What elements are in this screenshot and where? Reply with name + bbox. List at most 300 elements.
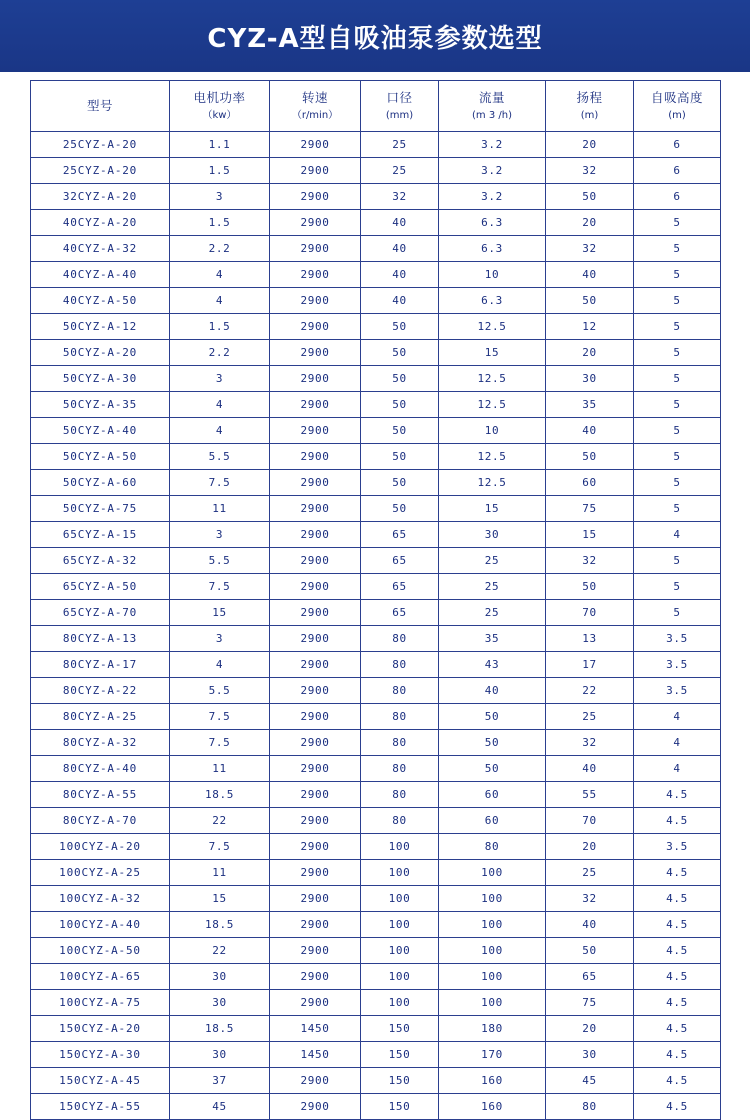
column-header-speed-label: 转速 xyxy=(301,89,328,105)
cell-model: 50CYZ-A-40 xyxy=(31,418,170,444)
column-header-model xyxy=(31,81,170,132)
cell-value: 50 xyxy=(546,938,634,964)
cell-value: 30 xyxy=(546,1042,634,1068)
cell-value: 6 xyxy=(634,132,721,158)
cell-value: 25 xyxy=(439,600,546,626)
cell-model: 40CYZ-A-40 xyxy=(31,262,170,288)
cell-value: 1450 xyxy=(270,1016,361,1042)
cell-model: 100CYZ-A-32 xyxy=(31,886,170,912)
table-header-row xyxy=(31,81,721,132)
table-row xyxy=(31,392,721,418)
cell-value: 40 xyxy=(546,756,634,782)
table-row xyxy=(31,808,721,834)
cell-value: 22 xyxy=(546,678,634,704)
cell-value: 150 xyxy=(361,1094,439,1120)
cell-value: 5 xyxy=(634,236,721,262)
cell-model: 40CYZ-A-50 xyxy=(31,288,170,314)
cell-value: 40 xyxy=(546,912,634,938)
cell-value: 50 xyxy=(546,574,634,600)
cell-value: 55 xyxy=(546,782,634,808)
table-row xyxy=(31,782,721,808)
cell-value: 4.5 xyxy=(634,1094,721,1120)
cell-value: 5.5 xyxy=(170,444,270,470)
cell-value: 180 xyxy=(439,1016,546,1042)
cell-value: 100 xyxy=(361,834,439,860)
cell-value: 32 xyxy=(546,886,634,912)
cell-model: 50CYZ-A-75 xyxy=(31,496,170,522)
cell-value: 50 xyxy=(361,418,439,444)
cell-value: 5 xyxy=(634,470,721,496)
cell-value: 4.5 xyxy=(634,886,721,912)
cell-value: 2900 xyxy=(270,132,361,158)
cell-value: 2900 xyxy=(270,418,361,444)
cell-value: 50 xyxy=(361,470,439,496)
cell-value: 2900 xyxy=(270,236,361,262)
table-row xyxy=(31,548,721,574)
cell-value: 2900 xyxy=(270,1068,361,1094)
cell-value: 50 xyxy=(361,366,439,392)
table-row xyxy=(31,990,721,1016)
cell-value: 50 xyxy=(439,756,546,782)
cell-value: 2900 xyxy=(270,990,361,1016)
cell-value: 40 xyxy=(361,236,439,262)
table-row xyxy=(31,912,721,938)
cell-value: 45 xyxy=(170,1094,270,1120)
cell-value: 2900 xyxy=(270,366,361,392)
cell-value: 100 xyxy=(361,860,439,886)
cell-value: 4.5 xyxy=(634,782,721,808)
cell-value: 3.5 xyxy=(634,626,721,652)
cell-value: 50 xyxy=(439,704,546,730)
cell-value: 160 xyxy=(439,1068,546,1094)
cell-value: 6.3 xyxy=(439,210,546,236)
cell-value: 65 xyxy=(361,574,439,600)
cell-value: 2900 xyxy=(270,652,361,678)
cell-value: 50 xyxy=(546,184,634,210)
cell-model: 50CYZ-A-50 xyxy=(31,444,170,470)
cell-value: 50 xyxy=(361,314,439,340)
cell-value: 2.2 xyxy=(170,340,270,366)
table-row xyxy=(31,1042,721,1068)
cell-model: 50CYZ-A-12 xyxy=(31,314,170,340)
cell-value: 2900 xyxy=(270,886,361,912)
cell-value: 5 xyxy=(634,262,721,288)
cell-value: 5 xyxy=(634,340,721,366)
cell-value: 50 xyxy=(361,340,439,366)
cell-value: 2900 xyxy=(270,444,361,470)
cell-value: 80 xyxy=(361,652,439,678)
cell-value: 3 xyxy=(170,626,270,652)
cell-value: 18.5 xyxy=(170,782,270,808)
cell-value: 2900 xyxy=(270,626,361,652)
column-header-bore-label: 口径 xyxy=(386,89,413,105)
cell-value: 3 xyxy=(170,522,270,548)
column-header-motor-power-label: 电机功率 xyxy=(193,89,246,105)
cell-value: 2.2 xyxy=(170,236,270,262)
cell-value: 20 xyxy=(546,132,634,158)
cell-value: 3.2 xyxy=(439,132,546,158)
cell-value: 100 xyxy=(439,964,546,990)
cell-value: 3 xyxy=(170,184,270,210)
cell-value: 65 xyxy=(546,964,634,990)
table-row xyxy=(31,288,721,314)
cell-value: 2900 xyxy=(270,184,361,210)
column-header-bore xyxy=(361,81,439,132)
cell-value: 20 xyxy=(546,210,634,236)
cell-value: 80 xyxy=(439,834,546,860)
cell-value: 6 xyxy=(634,184,721,210)
cell-value: 11 xyxy=(170,756,270,782)
cell-value: 5 xyxy=(634,496,721,522)
cell-value: 13 xyxy=(546,626,634,652)
cell-model: 80CYZ-A-17 xyxy=(31,652,170,678)
cell-model: 32CYZ-A-20 xyxy=(31,184,170,210)
cell-value: 5 xyxy=(634,392,721,418)
cell-value: 5 xyxy=(634,548,721,574)
cell-value: 22 xyxy=(170,938,270,964)
cell-value: 25 xyxy=(439,574,546,600)
cell-model: 40CYZ-A-20 xyxy=(31,210,170,236)
cell-value: 10 xyxy=(439,418,546,444)
cell-value: 50 xyxy=(361,392,439,418)
cell-value: 65 xyxy=(361,548,439,574)
table-row xyxy=(31,340,721,366)
cell-value: 100 xyxy=(361,990,439,1016)
cell-model: 50CYZ-A-30 xyxy=(31,366,170,392)
cell-value: 10 xyxy=(439,262,546,288)
table-row xyxy=(31,470,721,496)
cell-value: 2900 xyxy=(270,470,361,496)
cell-value: 100 xyxy=(439,938,546,964)
cell-value: 5 xyxy=(634,444,721,470)
cell-value: 4.5 xyxy=(634,990,721,1016)
cell-value: 45 xyxy=(546,1068,634,1094)
cell-value: 12.5 xyxy=(439,444,546,470)
cell-value: 65 xyxy=(361,522,439,548)
cell-value: 12 xyxy=(546,314,634,340)
cell-value: 50 xyxy=(546,444,634,470)
column-header-speed xyxy=(270,81,361,132)
table-row xyxy=(31,652,721,678)
page-title: CYZ-A型自吸油泵参数选型 xyxy=(207,23,543,54)
cell-model: 150CYZ-A-20 xyxy=(31,1016,170,1042)
cell-value: 7.5 xyxy=(170,834,270,860)
cell-value: 32 xyxy=(546,548,634,574)
cell-model: 80CYZ-A-55 xyxy=(31,782,170,808)
cell-value: 160 xyxy=(439,1094,546,1120)
cell-value: 4.5 xyxy=(634,1016,721,1042)
cell-value: 40 xyxy=(546,262,634,288)
cell-value: 30 xyxy=(170,1042,270,1068)
cell-value: 75 xyxy=(546,496,634,522)
cell-value: 40 xyxy=(361,210,439,236)
cell-value: 3.5 xyxy=(634,652,721,678)
cell-value: 17 xyxy=(546,652,634,678)
table-row xyxy=(31,418,721,444)
cell-value: 80 xyxy=(361,678,439,704)
cell-value: 2900 xyxy=(270,392,361,418)
cell-value: 5.5 xyxy=(170,678,270,704)
cell-value: 32 xyxy=(546,158,634,184)
cell-value: 2900 xyxy=(270,262,361,288)
cell-value: 40 xyxy=(361,288,439,314)
cell-value: 80 xyxy=(361,756,439,782)
cell-value: 80 xyxy=(546,1094,634,1120)
cell-value: 2900 xyxy=(270,678,361,704)
cell-model: 50CYZ-A-20 xyxy=(31,340,170,366)
cell-value: 2900 xyxy=(270,288,361,314)
cell-value: 70 xyxy=(546,808,634,834)
cell-value: 3.2 xyxy=(439,158,546,184)
cell-value: 80 xyxy=(361,782,439,808)
pump-spec-table xyxy=(30,80,721,1120)
cell-value: 100 xyxy=(361,964,439,990)
cell-value: 2900 xyxy=(270,808,361,834)
column-header-head xyxy=(546,81,634,132)
cell-value: 80 xyxy=(361,808,439,834)
cell-value: 12.5 xyxy=(439,470,546,496)
cell-value: 11 xyxy=(170,496,270,522)
cell-value: 25 xyxy=(546,704,634,730)
cell-value: 18.5 xyxy=(170,1016,270,1042)
cell-value: 15 xyxy=(439,496,546,522)
cell-value: 25 xyxy=(439,548,546,574)
cell-value: 5 xyxy=(634,574,721,600)
cell-value: 15 xyxy=(170,600,270,626)
cell-value: 2900 xyxy=(270,340,361,366)
cell-value: 32 xyxy=(546,730,634,756)
column-header-model-label: 型号 xyxy=(86,97,113,113)
cell-value: 2900 xyxy=(270,834,361,860)
cell-value: 5.5 xyxy=(170,548,270,574)
cell-model: 65CYZ-A-15 xyxy=(31,522,170,548)
table-row xyxy=(31,678,721,704)
cell-model: 100CYZ-A-20 xyxy=(31,834,170,860)
cell-value: 2900 xyxy=(270,158,361,184)
cell-model: 100CYZ-A-40 xyxy=(31,912,170,938)
cell-value: 150 xyxy=(361,1068,439,1094)
table-row xyxy=(31,964,721,990)
cell-value: 3.2 xyxy=(439,184,546,210)
table-row xyxy=(31,626,721,652)
table-row xyxy=(31,314,721,340)
spec-table-container xyxy=(0,72,750,1120)
column-header-flow-unit: (m 3 /h) xyxy=(472,109,512,121)
cell-value: 11 xyxy=(170,860,270,886)
column-header-speed-unit: （r/min） xyxy=(291,109,339,121)
table-row xyxy=(31,522,721,548)
cell-value: 5 xyxy=(634,418,721,444)
cell-value: 43 xyxy=(439,652,546,678)
cell-value: 1.1 xyxy=(170,132,270,158)
cell-value: 4 xyxy=(170,652,270,678)
cell-value: 2900 xyxy=(270,782,361,808)
cell-value: 4 xyxy=(634,756,721,782)
cell-value: 3 xyxy=(170,366,270,392)
cell-value: 2900 xyxy=(270,496,361,522)
cell-value: 2900 xyxy=(270,548,361,574)
cell-model: 50CYZ-A-35 xyxy=(31,392,170,418)
table-body xyxy=(31,132,721,1120)
table-row xyxy=(31,236,721,262)
table-row xyxy=(31,184,721,210)
cell-value: 5 xyxy=(634,600,721,626)
table-row xyxy=(31,158,721,184)
cell-model: 100CYZ-A-65 xyxy=(31,964,170,990)
cell-model: 150CYZ-A-45 xyxy=(31,1068,170,1094)
cell-value: 50 xyxy=(546,288,634,314)
cell-value: 1.5 xyxy=(170,210,270,236)
cell-value: 6 xyxy=(634,158,721,184)
cell-value: 7.5 xyxy=(170,730,270,756)
column-header-suction-height-unit: (m) xyxy=(668,109,686,121)
cell-value: 2900 xyxy=(270,704,361,730)
cell-value: 50 xyxy=(439,730,546,756)
cell-value: 100 xyxy=(439,990,546,1016)
cell-value: 170 xyxy=(439,1042,546,1068)
cell-value: 15 xyxy=(546,522,634,548)
cell-value: 3.5 xyxy=(634,834,721,860)
cell-value: 1450 xyxy=(270,1042,361,1068)
table-row xyxy=(31,886,721,912)
table-row xyxy=(31,860,721,886)
table-row xyxy=(31,730,721,756)
cell-value: 30 xyxy=(546,366,634,392)
column-header-bore-unit: (mm) xyxy=(385,109,414,121)
cell-model: 80CYZ-A-70 xyxy=(31,808,170,834)
cell-model: 80CYZ-A-32 xyxy=(31,730,170,756)
cell-value: 70 xyxy=(546,600,634,626)
cell-value: 150 xyxy=(361,1042,439,1068)
cell-model: 65CYZ-A-70 xyxy=(31,600,170,626)
cell-value: 60 xyxy=(439,782,546,808)
cell-value: 2900 xyxy=(270,730,361,756)
cell-value: 32 xyxy=(546,236,634,262)
cell-model: 65CYZ-A-32 xyxy=(31,548,170,574)
cell-value: 40 xyxy=(546,418,634,444)
cell-value: 32 xyxy=(361,184,439,210)
cell-value: 1.5 xyxy=(170,314,270,340)
cell-value: 6.3 xyxy=(439,288,546,314)
cell-value: 5 xyxy=(634,366,721,392)
cell-value: 2900 xyxy=(270,210,361,236)
cell-value: 4 xyxy=(170,392,270,418)
cell-value: 4.5 xyxy=(634,1042,721,1068)
column-header-flow xyxy=(439,81,546,132)
column-header-motor-power xyxy=(170,81,270,132)
column-header-suction-height-label: 自吸高度 xyxy=(650,89,703,105)
table-row xyxy=(31,444,721,470)
cell-value: 4 xyxy=(634,522,721,548)
cell-model: 100CYZ-A-50 xyxy=(31,938,170,964)
table-row xyxy=(31,1068,721,1094)
cell-value: 75 xyxy=(546,990,634,1016)
cell-value: 20 xyxy=(546,834,634,860)
cell-model: 150CYZ-A-30 xyxy=(31,1042,170,1068)
cell-value: 100 xyxy=(439,886,546,912)
column-header-head-label: 扬程 xyxy=(576,89,603,105)
cell-value: 18.5 xyxy=(170,912,270,938)
cell-model: 100CYZ-A-25 xyxy=(31,860,170,886)
cell-value: 40 xyxy=(361,262,439,288)
cell-value: 2900 xyxy=(270,600,361,626)
cell-value: 12.5 xyxy=(439,366,546,392)
cell-value: 30 xyxy=(439,522,546,548)
cell-value: 5 xyxy=(634,210,721,236)
cell-model: 25CYZ-A-20 xyxy=(31,158,170,184)
cell-value: 2900 xyxy=(270,574,361,600)
cell-value: 5 xyxy=(634,288,721,314)
cell-value: 4.5 xyxy=(634,938,721,964)
cell-value: 20 xyxy=(546,1016,634,1042)
column-header-head-unit: (m) xyxy=(580,109,599,121)
cell-value: 4 xyxy=(170,288,270,314)
cell-value: 2900 xyxy=(270,756,361,782)
cell-model: 80CYZ-A-22 xyxy=(31,678,170,704)
cell-value: 15 xyxy=(439,340,546,366)
table-row xyxy=(31,704,721,730)
column-header-flow-label: 流量 xyxy=(478,89,505,105)
cell-model: 80CYZ-A-25 xyxy=(31,704,170,730)
cell-model: 150CYZ-A-55 xyxy=(31,1094,170,1120)
cell-value: 35 xyxy=(546,392,634,418)
cell-value: 80 xyxy=(361,626,439,652)
cell-value: 4.5 xyxy=(634,964,721,990)
cell-value: 30 xyxy=(170,964,270,990)
cell-value: 3.5 xyxy=(634,678,721,704)
cell-value: 65 xyxy=(361,600,439,626)
table-row xyxy=(31,366,721,392)
cell-value: 100 xyxy=(439,912,546,938)
cell-value: 7.5 xyxy=(170,704,270,730)
cell-value: 12.5 xyxy=(439,392,546,418)
cell-value: 4 xyxy=(634,704,721,730)
table-head xyxy=(31,81,721,132)
cell-value: 2900 xyxy=(270,938,361,964)
cell-value: 15 xyxy=(170,886,270,912)
cell-value: 4.5 xyxy=(634,1068,721,1094)
cell-value: 100 xyxy=(361,938,439,964)
table-row xyxy=(31,496,721,522)
column-header-suction-height xyxy=(634,81,721,132)
cell-model: 40CYZ-A-32 xyxy=(31,236,170,262)
table-row xyxy=(31,756,721,782)
cell-value: 1.5 xyxy=(170,158,270,184)
cell-value: 6.3 xyxy=(439,236,546,262)
cell-model: 100CYZ-A-75 xyxy=(31,990,170,1016)
cell-value: 25 xyxy=(361,158,439,184)
cell-value: 4.5 xyxy=(634,808,721,834)
cell-value: 20 xyxy=(546,340,634,366)
cell-value: 60 xyxy=(439,808,546,834)
table-row xyxy=(31,132,721,158)
cell-value: 25 xyxy=(361,132,439,158)
cell-value: 100 xyxy=(439,860,546,886)
cell-value: 4 xyxy=(170,262,270,288)
table-row xyxy=(31,834,721,860)
cell-value: 5 xyxy=(634,314,721,340)
cell-value: 22 xyxy=(170,808,270,834)
cell-value: 100 xyxy=(361,912,439,938)
table-row xyxy=(31,1016,721,1042)
cell-model: 80CYZ-A-40 xyxy=(31,756,170,782)
table-row xyxy=(31,210,721,236)
cell-value: 35 xyxy=(439,626,546,652)
table-row xyxy=(31,574,721,600)
column-header-motor-power-unit: （kw） xyxy=(202,109,237,121)
cell-model: 65CYZ-A-50 xyxy=(31,574,170,600)
table-row xyxy=(31,938,721,964)
